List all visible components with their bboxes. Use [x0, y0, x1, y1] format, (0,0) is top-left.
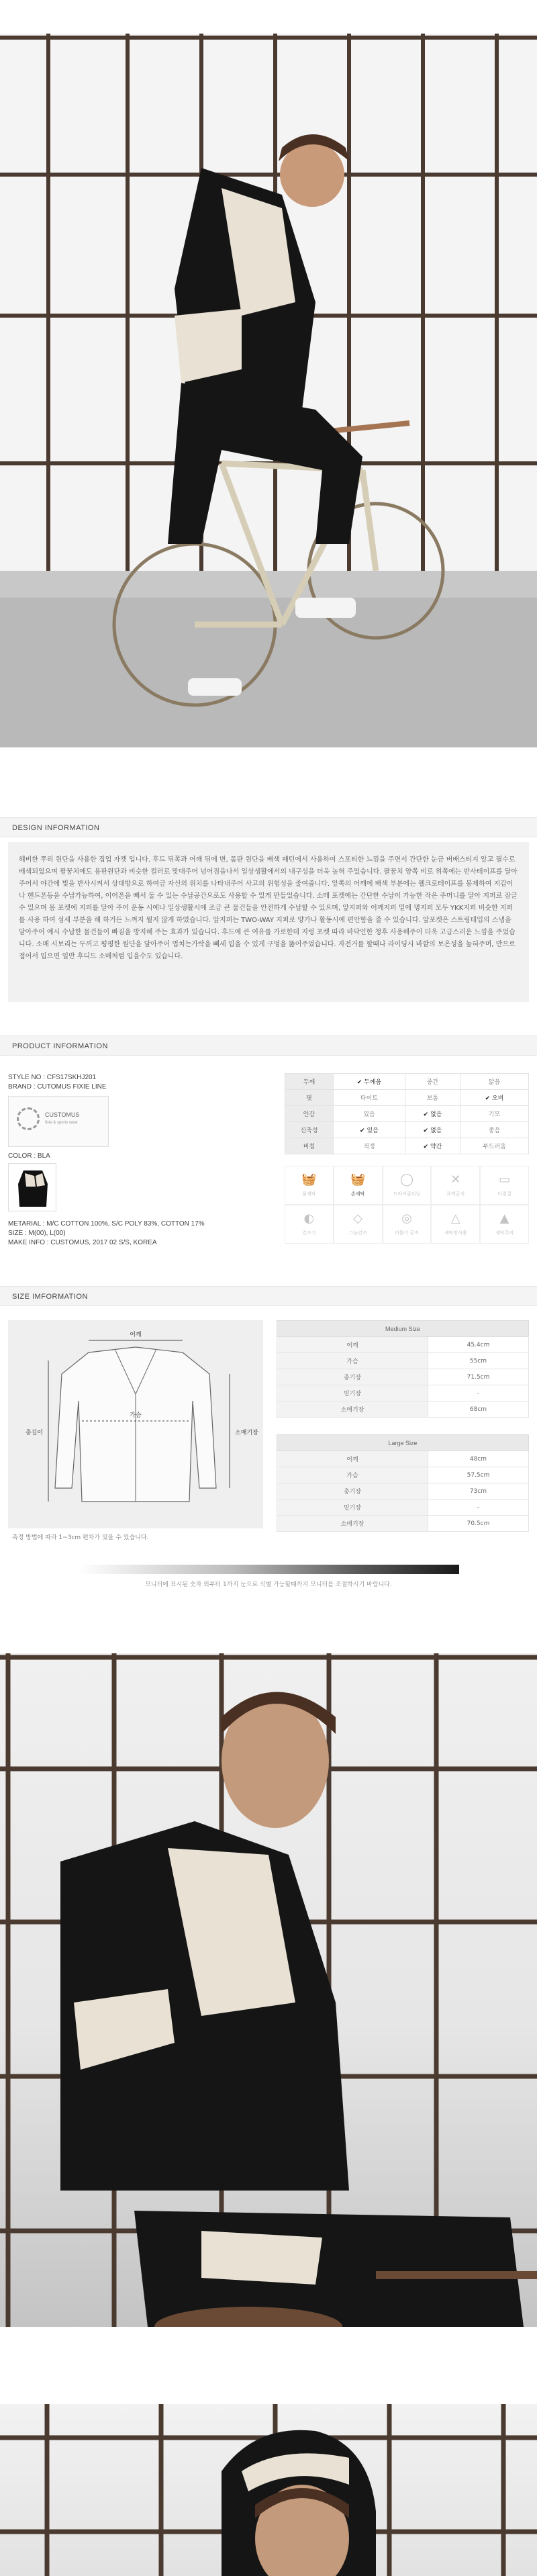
attr-name: 두께 [285, 1074, 334, 1090]
jacket-diagram [8, 1320, 263, 1528]
care-item [285, 1205, 334, 1244]
care-item [383, 1205, 432, 1244]
product-photo-bicycle [0, 34, 537, 747]
sleeve-label: 소매기장 [235, 1430, 258, 1436]
table-row [277, 1385, 529, 1401]
product-info-title: PRODUCT INFORMATION [12, 1042, 108, 1050]
ironing-icon: ▭ [499, 1172, 511, 1187]
attr-row [285, 1106, 529, 1122]
table-row [277, 1401, 529, 1418]
size-row-value: 48cm [428, 1451, 529, 1467]
product-photo-closeup [0, 1653, 537, 2327]
attr-option: 좋음 [460, 1122, 528, 1138]
size-row-value: 73cm [428, 1483, 529, 1500]
size-row-value: 45.4cm [428, 1337, 529, 1353]
size-row-name: 소매기장 [277, 1516, 428, 1532]
care-item [480, 1205, 529, 1244]
care-item [431, 1205, 480, 1244]
design-description-text: 헤비한 쭈리 원단을 사용한 집업 자켓 입니다. 후드 뒤쪽과 어깨 뒤에 변, 몸판 원단을 배색 패턴에서 사용하여 스포티한 느낌을 주면서 간단한 눈금 버배스티지 앞고 필수로 배색되었으며 팔꿈치에도 용판원단과 비슷한 컬러로 맞대주어 넘어짐을나서 일상생활에서의 내구성을 더욱 높혀 주었습니다. 팔꿈치 양쪽 비로 위쪽에는 반사테이프를 달아주어서 야간에 빛을 반사시켜서 상대방으로 하여금 자신의 위치를 나타내주어 사고의 위험성을 줄여줍니다. 앞쪽의 어깨에 배색 부분에는 웰크로테이프를 봉제하여 지갑이나 핸드폰등을 수납가능하여, 이어폰을 빼서 둘 수 있는 수납공간으로도 사용할 수 있게 만들었습니다. 소매 포켓에는 간단한 수납이 가능한 작은 주머니를 달아 지퍼로 잠글 수 있으며 몸 포켓에 지퍼를 달아 주어 운동 시에나 일상생활시에 조금 큰 물건들을 안전하게 수납할 수 있으며, 앞지퍼와 어깨지퍼 밑에 명지퍼 모두 YKK지퍼 비슷한 지퍼를 사용 하여 섬세 부분을 해 하거든 느껴지 뭘지 않게 하였습니다. 앞지퍼는 TWO-WAY 지퍼로 양가나 활동시에 편안함을 줄 수 있습니다. 앞포켓은 스트링테입의 스냅을 달아주어 예시 수납한 물건들이 빠짐을 방지해 주는 효과가 있습니다. 후드에 큰 여유를 가로한데 지렁 포켓 따라 바닥인한 청후 사용해주어 더욱 고급스러운 느낌을 주었습니다. 소매 시보리는 두꺼고 평평한 원단을 달아주어 법치는가락을 빼세 입을 수 있게 구멍을 뚫어주었습니다. 자전거를 할때나 라이딩시 바깥의 보온성을 높혀주며, 반으로 접어서 입으면 일반 후디드 소매처럼 입을수도 있습니다. [19, 856, 518, 960]
attribute-table [285, 1073, 529, 1154]
table-row [277, 1353, 529, 1369]
design-info-header [0, 817, 537, 837]
size-row-value: 55cm [428, 1353, 529, 1369]
color-swatch-jacket [8, 1163, 56, 1211]
attr-option: ✔ 두께움 [334, 1074, 405, 1090]
care-label: 그늘건조 [348, 1230, 367, 1236]
size-row-name: 총기장 [277, 1369, 428, 1385]
attr-option: 부드러움 [460, 1138, 528, 1154]
care-item [334, 1166, 383, 1205]
laundry-net-icon: △ [450, 1211, 460, 1226]
model-closeup [0, 1653, 537, 2327]
style-number: STYLE NO : CFS17SKHJ201 [8, 1074, 97, 1081]
measurement-note: 측정 방법에 따라 1~3cm 편차가 있을 수 있습니다. [12, 1534, 149, 1541]
material-line: METARIAL : M/C COTTON 100%, S/C POLY 83%, COTTON 17% [8, 1220, 205, 1228]
logo-subtitle: fixie & sports wear [45, 1121, 79, 1125]
design-description-box [8, 842, 529, 1002]
size-row-name: 밑기장 [277, 1385, 428, 1401]
size-row-value: 68cm [428, 1401, 529, 1418]
size-line: SIZE : M(00), L(00) [8, 1230, 66, 1237]
attr-name: 신축성 [285, 1122, 334, 1138]
size-row-name: 밑기장 [277, 1500, 428, 1516]
dry-clean-icon: ◯ [399, 1172, 414, 1187]
care-label: 다림질 [497, 1191, 511, 1197]
model-hooded [0, 2404, 537, 2576]
design-info-title: DESIGN INFORMATION [12, 824, 100, 832]
size-row-name: 어깨 [277, 1451, 428, 1467]
attr-option: 얇음 [460, 1074, 528, 1090]
large-size-title: Large Size [277, 1435, 529, 1451]
brand-line: BRAND : CUTOMUS FIXIE LINE [8, 1083, 107, 1091]
product-info-header [0, 1036, 537, 1056]
attr-option: 있음 [334, 1106, 405, 1122]
care-item [285, 1166, 334, 1205]
attr-name: 안감 [285, 1106, 334, 1122]
logo-name: CUSTOMUS [45, 1111, 80, 1118]
attr-row [285, 1090, 529, 1106]
length-label: 총길이 [25, 1430, 43, 1436]
table-row [277, 1337, 529, 1353]
attr-row [285, 1074, 529, 1090]
size-row-value: - [428, 1500, 529, 1516]
attr-name: 핏 [285, 1090, 334, 1106]
attr-row [285, 1138, 529, 1154]
product-meta [8, 1073, 256, 1092]
care-item [383, 1166, 432, 1205]
care-label: 표백금지 [446, 1191, 465, 1197]
no-bleach-icon: ✕ [450, 1172, 461, 1187]
shade-dry-icon: ◇ [353, 1211, 363, 1226]
care-item [431, 1166, 480, 1205]
care-label: 물세탁 [302, 1191, 316, 1197]
medium-size-title: Medium Size [277, 1321, 529, 1337]
care-item [480, 1166, 529, 1205]
no-wring-icon: ◎ [401, 1211, 412, 1226]
product-specs [8, 1220, 277, 1248]
attr-option: 타이트 [334, 1090, 405, 1106]
care-label: 비틀기 금지 [394, 1230, 420, 1236]
medium-size-table [277, 1320, 529, 1418]
gear-logo-icon [17, 1107, 40, 1130]
large-size-table [277, 1434, 529, 1532]
product-photo-hooded [0, 2404, 537, 2576]
table-row [277, 1369, 529, 1385]
attr-option: 중간 [405, 1074, 460, 1090]
attr-option: ✔ 오버 [460, 1090, 528, 1106]
attr-row [285, 1122, 529, 1138]
table-row [277, 1467, 529, 1483]
caution-icon: ▲ [499, 1211, 509, 1226]
shoulder-label: 어깨 [130, 1332, 142, 1338]
jacket-thumbnail-icon [9, 1164, 57, 1212]
size-row-value: 57.5cm [428, 1467, 529, 1483]
attr-option: 보통 [405, 1090, 460, 1106]
attr-option: ✔ 약간 [405, 1138, 460, 1154]
size-row-value: 70.5cm [428, 1516, 529, 1532]
size-row-name: 소매기장 [277, 1401, 428, 1418]
care-label: 손세탁 [351, 1191, 365, 1197]
attr-option: ✔ 있음 [334, 1122, 405, 1138]
monitor-calibration-bar [78, 1565, 459, 1574]
care-label: 세탁주의 [495, 1230, 514, 1236]
attr-option: 적정 [334, 1138, 405, 1154]
attr-option: 기모 [460, 1106, 528, 1122]
size-row-name: 어깨 [277, 1337, 428, 1353]
chest-label: 가슴 [130, 1412, 142, 1419]
brand-logo [8, 1096, 109, 1147]
size-row-value: - [428, 1385, 529, 1401]
tumble-dry-icon: ◐ [303, 1211, 315, 1226]
attr-option: ✔ 없음 [405, 1122, 460, 1138]
table-row [277, 1483, 529, 1500]
attr-option: ✔ 없음 [405, 1106, 460, 1122]
care-instructions [285, 1166, 529, 1244]
size-illustration [8, 1320, 263, 1528]
model-on-bicycle [0, 34, 537, 747]
calibration-caption: 모니터에 표시된 숫자 외부터 1까지 눈으로 식별 가능할때까지 모니터를 조절하시기 바랍니다. [145, 1581, 392, 1588]
care-label: 드라이클리닝 [393, 1191, 421, 1197]
hand-wash-icon: 🧺 [350, 1172, 366, 1187]
size-info-title: SIZE IMFORMATION [12, 1293, 88, 1301]
size-info-header [0, 1286, 537, 1306]
color-label: COLOR : BLA [8, 1152, 50, 1160]
care-label: 세탁망사용 [444, 1230, 467, 1236]
washing-icon: 🧺 [301, 1172, 317, 1187]
table-row [277, 1451, 529, 1467]
size-row-name: 가슴 [277, 1467, 428, 1483]
care-label: 건조기 [302, 1230, 316, 1236]
size-row-name: 가슴 [277, 1353, 428, 1369]
make-info-line: MAKE INFO : CUSTOMUS, 2017 02 S/S, KOREA [8, 1239, 157, 1246]
table-row [277, 1500, 529, 1516]
attr-name: 비침 [285, 1138, 334, 1154]
care-item [334, 1205, 383, 1244]
size-row-name: 총기장 [277, 1483, 428, 1500]
table-row [277, 1516, 529, 1532]
size-row-value: 71.5cm [428, 1369, 529, 1385]
